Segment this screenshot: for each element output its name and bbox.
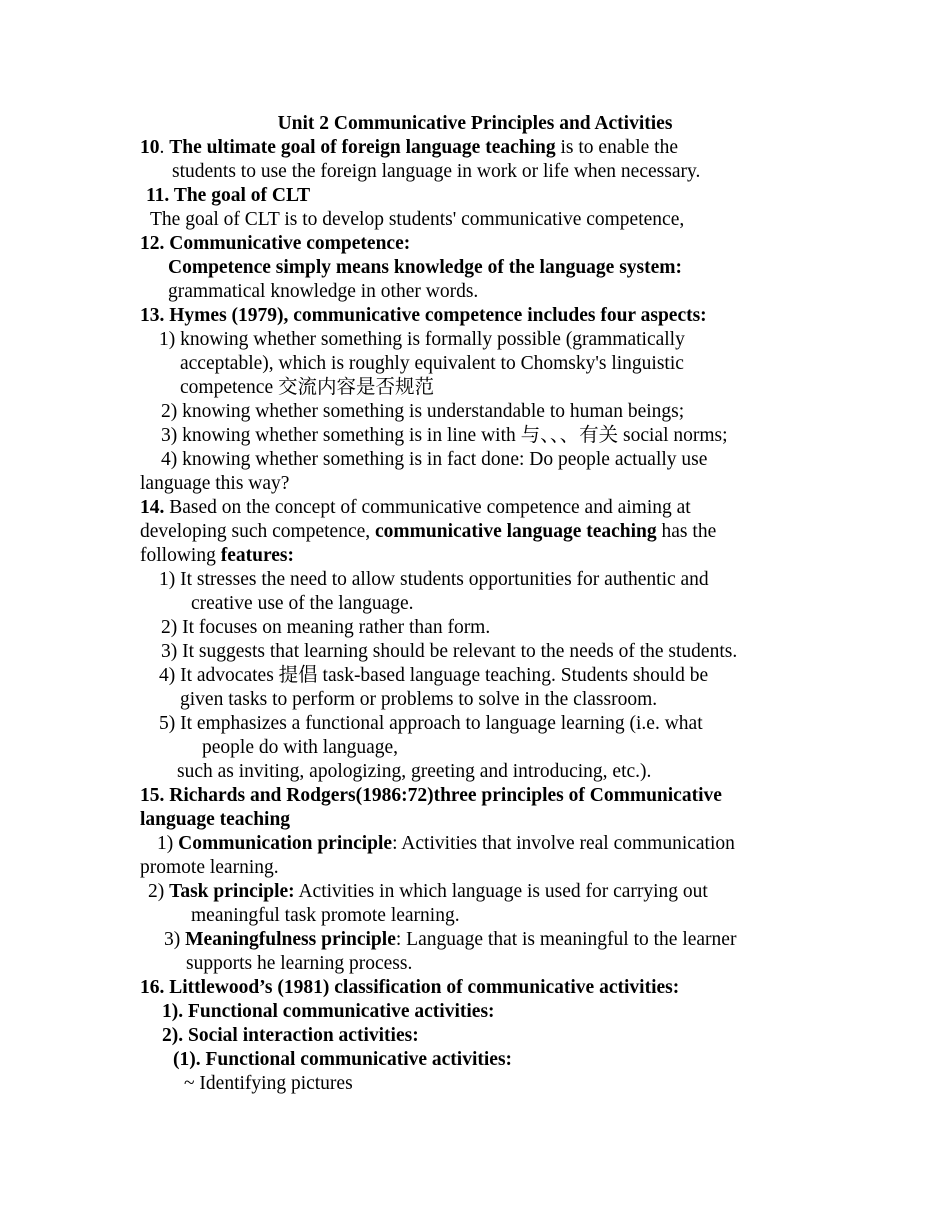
section-14-feature-4-b: given tasks to perform or problems to solve in the classroom. — [180, 689, 658, 710]
principle-1-number: 1) — [157, 833, 179, 854]
section-15-principle-3 — [164, 928, 736, 952]
section-13-item-3: 3) knowing whether something is in line with 与、、、有关 social norms; — [161, 425, 728, 446]
section-15-principle-3-b: supports he learning process. — [186, 953, 413, 974]
section-14-line-3-pre: following — [140, 545, 221, 566]
section-10-bold-term: The ultimate goal of foreign language teaching — [169, 137, 556, 158]
document-title: Unit 2 Communicative Principles and Activities — [277, 113, 673, 134]
section-10-dot: . — [159, 137, 170, 158]
section-14-feature-5-b: people do with language, — [202, 737, 399, 758]
section-10-number: 10 — [140, 137, 160, 158]
section-15-heading-a: 15. Richards and Rodgers(1986:72)three principles of Communicative — [140, 785, 722, 806]
principle-3-name: Meaningfulness principle — [185, 929, 396, 950]
section-14-line-1-text: Based on the concept of communicative competence and aiming at — [164, 497, 691, 518]
section-10-line-1 — [140, 136, 678, 160]
section-10-line-2: students to use the foreign language in work or life when necessary. — [172, 161, 701, 182]
section-14-line-3-bold: features: — [220, 545, 294, 566]
principle-1-text: : Activities that involve real communication — [392, 833, 735, 854]
section-11-heading: 11. The goal of CLT — [146, 185, 311, 206]
section-14-line-1 — [140, 496, 691, 520]
section-13-item-4-b: language this way? — [140, 473, 290, 494]
section-11-text: The goal of CLT is to develop students' communicative competence, — [150, 209, 685, 230]
section-14-number: 14. — [140, 497, 165, 518]
section-13-item-1-b: acceptable), which is roughly equivalent to Chomsky's linguistic — [180, 353, 684, 374]
section-16-category-1: 1). Functional communicative activities: — [162, 1001, 495, 1022]
section-14-feature-4-a: 4) It advocates 提倡 task-based language teaching. Students should be — [159, 665, 709, 686]
section-13-heading: 13. Hymes (1979), communicative competence includes four aspects: — [140, 305, 707, 326]
section-14-line-2-post: has the — [656, 521, 717, 542]
section-16-heading: 16. Littlewood’s (1981) classification of communicative activities: — [140, 977, 680, 998]
section-15-principle-2-b: meaningful task promote learning. — [191, 905, 460, 926]
section-14-feature-5-c: such as inviting, apologizing, greeting and introducing, etc.). — [177, 761, 652, 782]
section-14-line-3 — [140, 544, 294, 568]
principle-1-name: Communication principle — [178, 833, 393, 854]
principle-2-number: 2) — [148, 881, 170, 902]
section-14-feature-2: 2) It focuses on meaning rather than form. — [161, 617, 491, 638]
section-14-line-2-bold: communicative language teaching — [375, 521, 657, 542]
principle-3-number: 3) — [164, 929, 186, 950]
section-14-feature-3: 3) It suggests that learning should be relevant to the needs of the students. — [161, 641, 738, 662]
principle-2-text: Activities in which language is used for carrying out — [294, 881, 708, 902]
section-14-feature-5-a: 5) It emphasizes a functional approach to language learning (i.e. what — [159, 713, 703, 734]
section-14-feature-1-b: creative use of the language. — [191, 593, 414, 614]
principle-2-name: Task principle: — [169, 881, 295, 902]
section-16-category-2: 2). Social interaction activities: — [162, 1025, 419, 1046]
section-14-feature-1-a: 1) It stresses the need to allow students opportunities for authentic and — [159, 569, 709, 590]
section-13-item-1-c: competence 交流内容是否规范 — [180, 377, 434, 398]
section-12-line: grammatical knowledge in other words. — [168, 281, 479, 302]
section-14-line-2-pre: developing such competence, — [140, 521, 375, 542]
section-16-subheading: (1). Functional communicative activities: — [173, 1049, 513, 1070]
section-15-principle-1 — [157, 832, 735, 856]
section-12-heading: 12. Communicative competence: — [140, 233, 411, 254]
section-13-item-1-a: 1) knowing whether something is formally possible (grammatically — [159, 329, 685, 350]
section-15-principle-1-b: promote learning. — [140, 857, 279, 878]
section-12-bold-line: Competence simply means knowledge of the language system: — [168, 257, 683, 278]
section-10-text: is to enable the — [555, 137, 679, 158]
principle-3-text: : Language that is meaningful to the learner — [395, 929, 737, 950]
section-16-list-item: ~ Identifying pictures — [184, 1073, 353, 1094]
section-15-principle-2 — [148, 880, 708, 904]
section-13-item-2: 2) knowing whether something is understandable to human beings; — [161, 401, 685, 422]
section-14-line-2 — [140, 520, 716, 544]
section-15-heading-b: language teaching — [140, 809, 291, 830]
section-13-item-4-a: 4) knowing whether something is in fact done: Do people actually use — [161, 449, 708, 470]
